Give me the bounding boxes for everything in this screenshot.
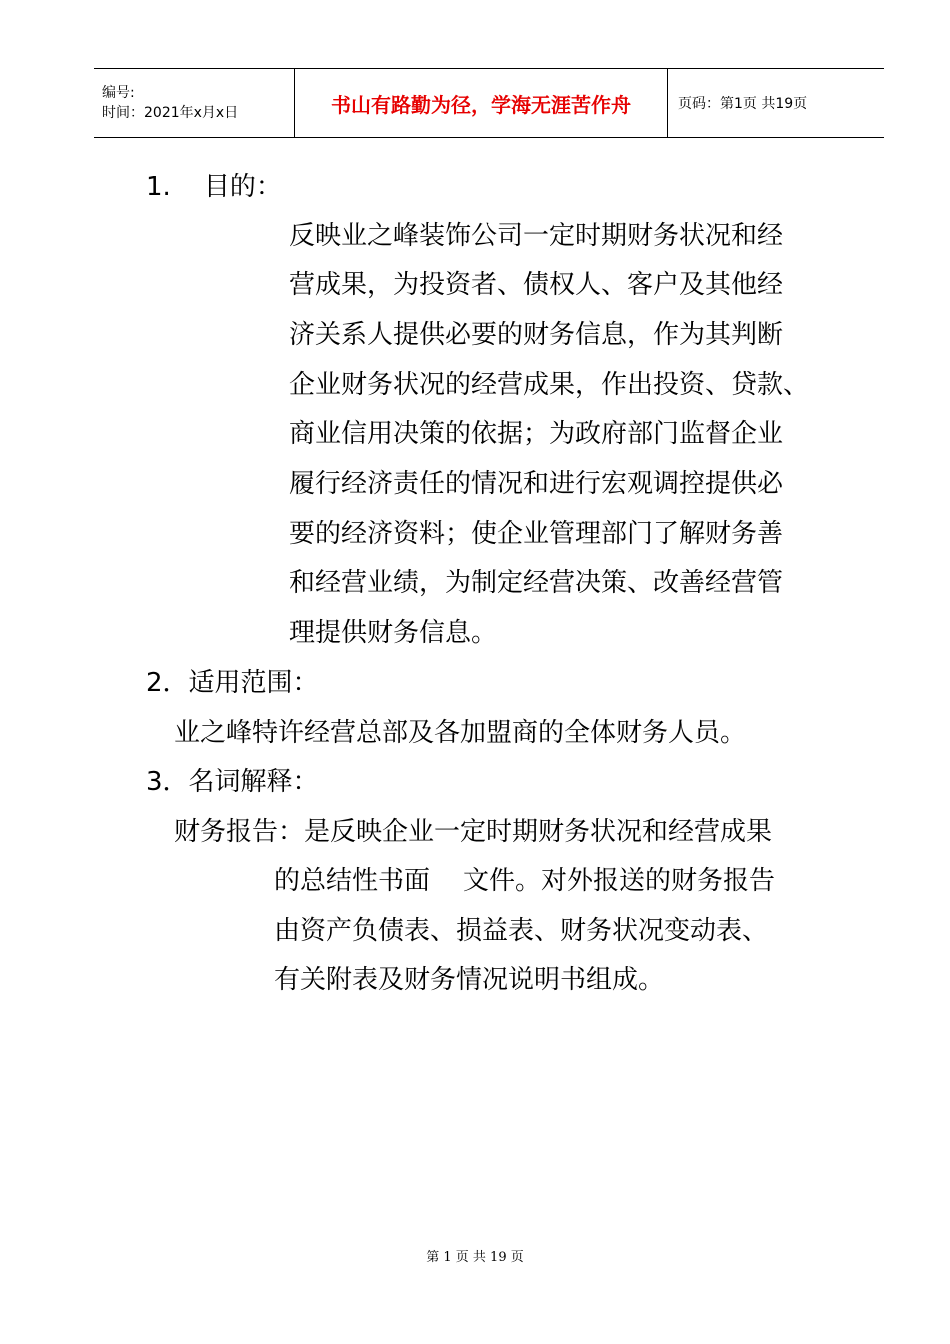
paragraph-line: 要的经济资料；使企业管理部门了解财务善 xyxy=(289,519,784,549)
paragraph-line: 财务报告：是反映企业一定时期财务状况和经营成果 xyxy=(174,817,773,847)
paragraph-line: 反映业之峰装饰公司一定时期财务状况和经 xyxy=(289,221,784,251)
paragraph-line: 营成果，为投资者、债权人、客户及其他经 xyxy=(289,270,784,300)
document-time-label: 时间：2021年x月x日 xyxy=(102,105,239,121)
header-motto: 书山有路勤为径，学海无涯苦作舟 xyxy=(295,69,668,137)
header-page-number: 页码：第1页 共19页 xyxy=(678,96,808,112)
section-heading-terms: 3．名词解释： xyxy=(146,767,319,797)
paragraph-line: 业之峰特许经营总部及各加盟商的全体财务人员。 xyxy=(174,718,747,748)
header-meta xyxy=(94,69,295,137)
paragraph-line: 由资产负债表、损益表、财务状况变动表、 xyxy=(274,916,769,946)
section-heading-scope: 2．适用范围： xyxy=(146,668,319,698)
paragraph-line: 理提供财务信息。 xyxy=(289,618,498,648)
paragraph-line: 商业信用决策的依据；为政府部门监督企业 xyxy=(289,419,784,449)
document-number-label: 编号: xyxy=(102,85,135,101)
paragraph-line: 济关系人提供必要的财务信息，作为其判断 xyxy=(289,320,784,350)
paragraph-line: 的总结性书面 文件。对外报送的财务报告 xyxy=(274,866,776,896)
page-footer: 第 1 页 共 19 页 xyxy=(426,1250,524,1265)
page-header xyxy=(94,68,884,138)
paragraph-line: 和经营业绩，为制定经营决策、改善经营管 xyxy=(289,568,784,598)
paragraph-line: 履行经济责任的情况和进行宏观调控提供必 xyxy=(289,469,784,499)
paragraph-line: 企业财务状况的经营成果，作出投资、贷款、 xyxy=(289,370,810,400)
paragraph-line: 有关附表及财务情况说明书组成。 xyxy=(274,965,665,995)
section-heading-purpose: 1. 目的： xyxy=(146,172,282,202)
